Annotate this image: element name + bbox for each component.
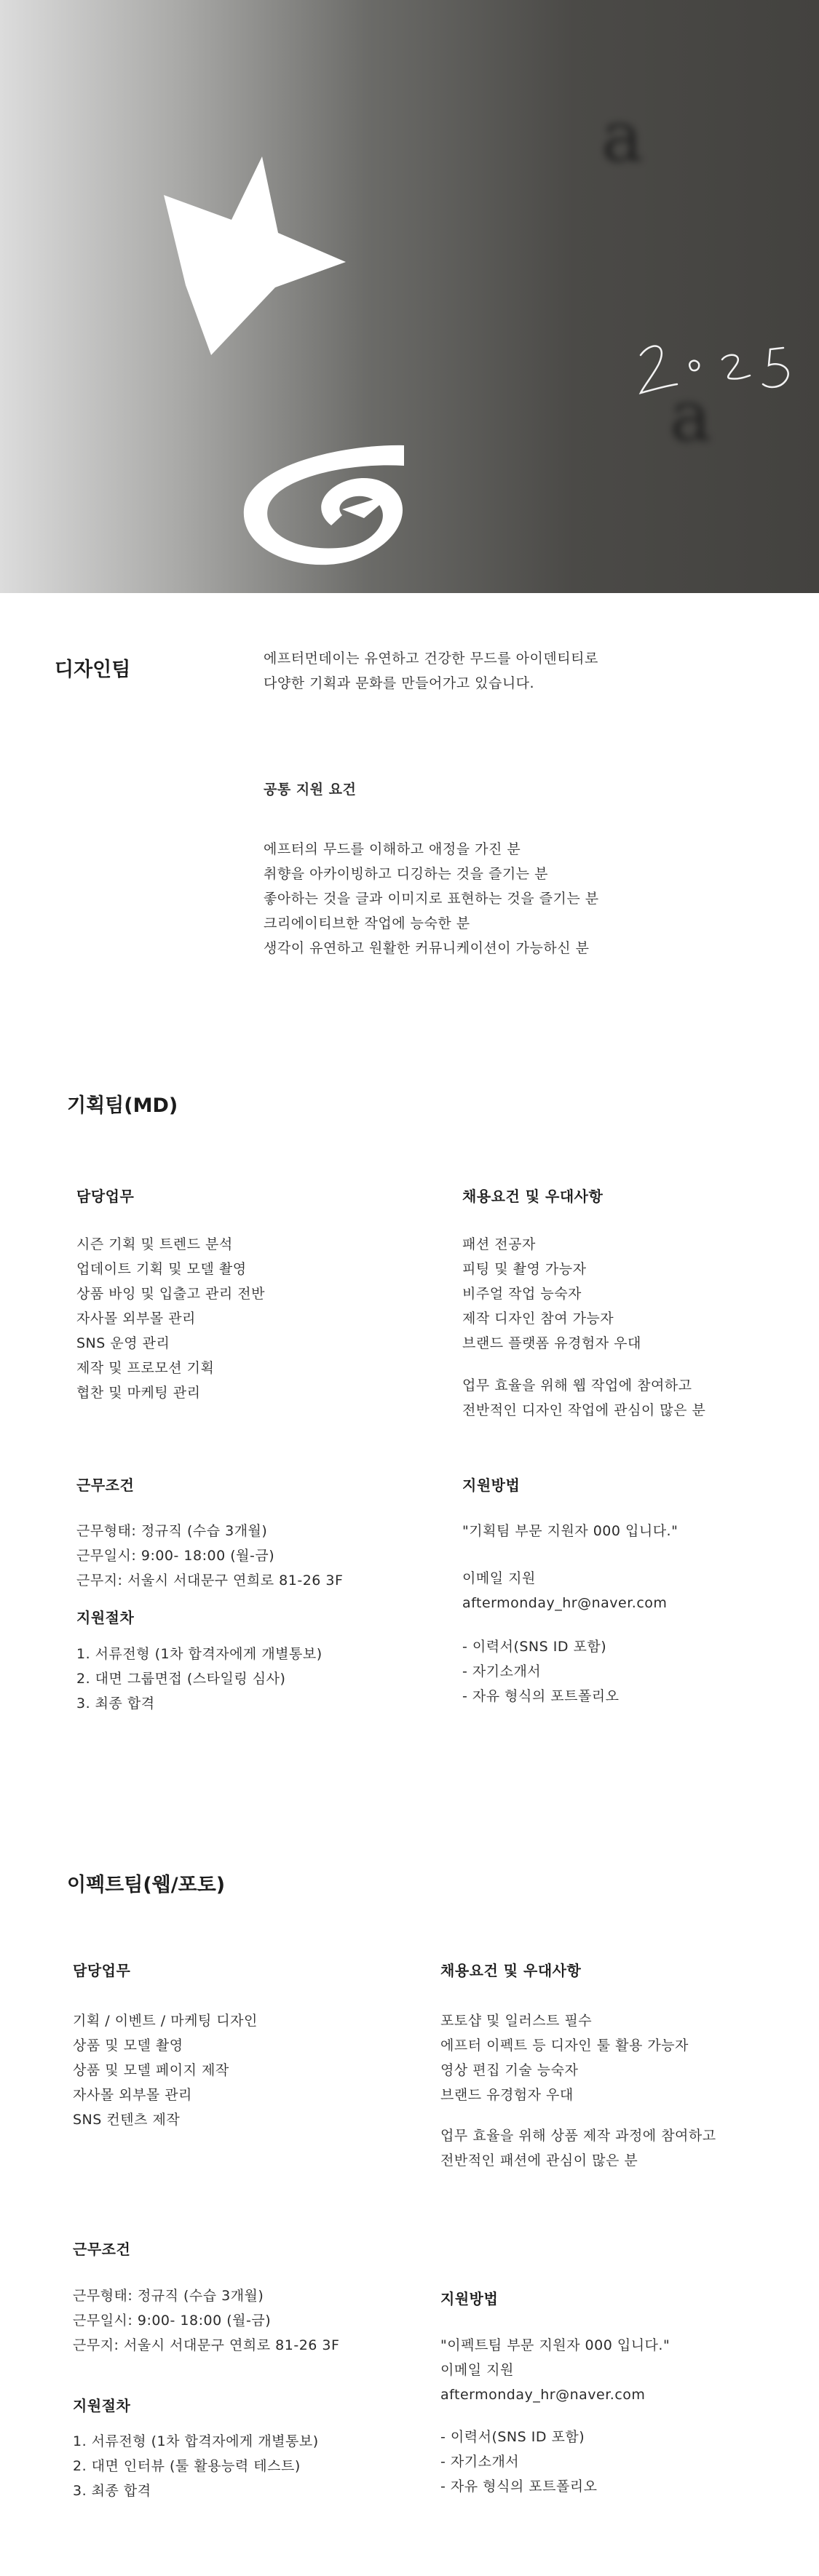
md-apply-email-link[interactable]: aftermonday_hr@naver.com: [462, 1595, 668, 1611]
list-item: 근무지: 서울시 서대문구 연희로 81-26 3F: [76, 1573, 344, 1589]
list-item: 1. 서류전형 (1차 합격자에게 개별통보): [73, 2433, 319, 2449]
list-item: - 자유 형식의 포트폴리오: [462, 1688, 620, 1704]
effect-apply-documents: [440, 2425, 598, 2499]
list-item: - 이력서(SNS ID 포함): [440, 2429, 585, 2445]
list-item: 업무 효율을 위해 상품 제작 과정에 참여하고: [440, 2128, 716, 2144]
list-item: 1. 서류전형 (1차 합격자에게 개별통보): [76, 1646, 323, 1662]
md-apply-documents: [462, 1634, 620, 1709]
hero-banner: [0, 0, 819, 593]
common-requirements-list: [264, 837, 599, 961]
list-item: 패션 전공자: [462, 1236, 536, 1252]
md-duties-list: [76, 1232, 265, 1405]
list-item: 시즌 기획 및 트렌드 분석: [76, 1236, 233, 1252]
list-item: SNS 운영 관리: [76, 1335, 170, 1351]
list-item: 근무일시: 9:00- 18:00 (월-금): [73, 2313, 272, 2329]
list-item: 3. 최종 합격: [73, 2483, 151, 2499]
blurred-letter-top: a: [601, 96, 644, 178]
effect-process-list: [73, 2429, 319, 2503]
list-item: 포토샵 및 일러스트 필수: [440, 2013, 593, 2029]
effect-apply-heading: 지원방법: [440, 2290, 499, 2307]
list-item: 자사몰 외부몰 관리: [76, 1311, 196, 1327]
list-item: 자사몰 외부몰 관리: [73, 2087, 192, 2103]
md-apply-email-label: 이메일 지원: [462, 1570, 536, 1586]
intro-line: 다양한 기획과 문화를 만들어가고 있습니다.: [264, 675, 535, 691]
list-item: 제작 및 프로모션 기획: [76, 1360, 215, 1376]
md-requirements-heading: 채용요건 및 우대사항: [462, 1188, 604, 1205]
common-requirements-heading: 공통 지원 요건: [264, 782, 357, 798]
effect-conditions-list: [73, 2283, 339, 2358]
list-item: 상품 바잉 및 입출고 관리 전반: [76, 1286, 265, 1302]
list-item: 좋아하는 것을 글과 이미지로 표현하는 것을 즐기는 분: [264, 891, 599, 907]
list-item: 근무형태: 정규직 (수습 3개월): [73, 2288, 264, 2304]
effect-duties-heading: 담당업무: [73, 1962, 131, 1979]
effect-apply-email-label: 이메일 지원: [440, 2362, 514, 2378]
list-item: 상품 및 모델 페이지 제작: [73, 2062, 229, 2078]
design-team-title: 디자인팀: [55, 659, 131, 681]
effect-requirements-heading: 채용요건 및 우대사항: [440, 1962, 582, 1979]
intro-line: 에프터먼데이는 유연하고 건강한 무드를 아이덴티티로: [264, 651, 598, 667]
md-requirements-list: [462, 1232, 641, 1356]
effect-requirements-list: [440, 2008, 689, 2107]
md-conditions-list: [76, 1519, 343, 1593]
list-item: 생각이 유연하고 원활한 커뮤니케이션이 가능하신 분: [264, 940, 590, 956]
effect-requirements-extra: [440, 2123, 716, 2173]
list-item: 상품 및 모델 촬영: [73, 2038, 183, 2054]
md-process-list: [76, 1642, 323, 1716]
list-item: 영상 편집 기술 능숙자: [440, 2062, 579, 2078]
list-item: - 이력서(SNS ID 포함): [462, 1639, 607, 1655]
intro-description: [264, 646, 598, 696]
md-conditions-heading: 근무조건: [76, 1476, 135, 1494]
list-item: 브랜드 유경험자 우대: [440, 2087, 574, 2103]
year-handwriting: [641, 346, 788, 394]
list-item: 2. 대면 인터뷰 (툴 활용능력 테스트): [73, 2458, 301, 2474]
md-apply-subject: "기획팀 부문 지원자 000 입니다.": [462, 1523, 678, 1539]
hero-graphics: [0, 0, 819, 593]
list-item: 에프터의 무드를 이해하고 애정을 가진 분: [264, 841, 521, 857]
list-item: 업무 효율을 위해 웹 작업에 참여하고: [462, 1378, 692, 1394]
spiral-icon: [244, 445, 404, 565]
list-item: - 자기소개서: [440, 2454, 520, 2470]
list-item: 3. 최종 합격: [76, 1696, 155, 1712]
md-duties-heading: 담당업무: [76, 1188, 135, 1205]
list-item: - 자기소개서: [462, 1663, 542, 1679]
list-item: 2. 대면 그룹면접 (스타일링 심사): [76, 1671, 286, 1687]
effect-apply-email-link[interactable]: aftermonday_hr@naver.com: [440, 2387, 646, 2403]
list-item: 업데이트 기획 및 모델 촬영: [76, 1261, 247, 1277]
list-item: 근무형태: 정규직 (수습 3개월): [76, 1523, 268, 1539]
list-item: 전반적인 디자인 작업에 관심이 많은 분: [462, 1402, 706, 1418]
list-item: - 자유 형식의 포트폴리오: [440, 2478, 598, 2494]
list-item: 근무일시: 9:00- 18:00 (월-금): [76, 1548, 275, 1564]
list-item: SNS 컨텐츠 제작: [73, 2112, 181, 2128]
effect-process-heading: 지원절차: [73, 2397, 131, 2414]
list-item: 제작 디자인 참여 가능자: [462, 1311, 614, 1327]
md-apply-heading: 지원방법: [462, 1476, 521, 1494]
effect-team-title: 이펙트팀(웹/포토): [67, 1874, 226, 1896]
list-item: 근무지: 서울시 서대문구 연희로 81-26 3F: [73, 2337, 340, 2353]
md-requirements-extra: [462, 1373, 705, 1423]
list-item: 비주얼 작업 능숙자: [462, 1286, 582, 1302]
list-item: 협찬 및 마케팅 관리: [76, 1385, 201, 1401]
blurred-letter-bottom: a: [670, 375, 712, 457]
effect-duties-list: [73, 2008, 258, 2132]
list-item: 피팅 및 촬영 가능자: [462, 1261, 587, 1277]
list-item: 전반적인 패션에 관심이 많은 분: [440, 2152, 638, 2168]
list-item: 크리에이티브한 작업에 능숙한 분: [264, 915, 470, 931]
md-team-title: 기획팀(MD): [67, 1094, 178, 1117]
md-process-heading: 지원절차: [76, 1609, 135, 1626]
list-item: 취향을 아카이빙하고 디깅하는 것을 즐기는 분: [264, 866, 548, 882]
star-icon: [164, 156, 346, 355]
list-item: 에프터 이펙트 등 디자인 툴 활용 가능자: [440, 2038, 689, 2054]
list-item: 브랜드 플랫폼 유경험자 우대: [462, 1335, 641, 1351]
effect-conditions-heading: 근무조건: [73, 2241, 131, 2258]
list-item: 기획 / 이벤트 / 마케팅 디자인: [73, 2013, 258, 2029]
effect-apply-subject: "이펙트팀 부문 지원자 000 입니다.": [440, 2337, 670, 2353]
